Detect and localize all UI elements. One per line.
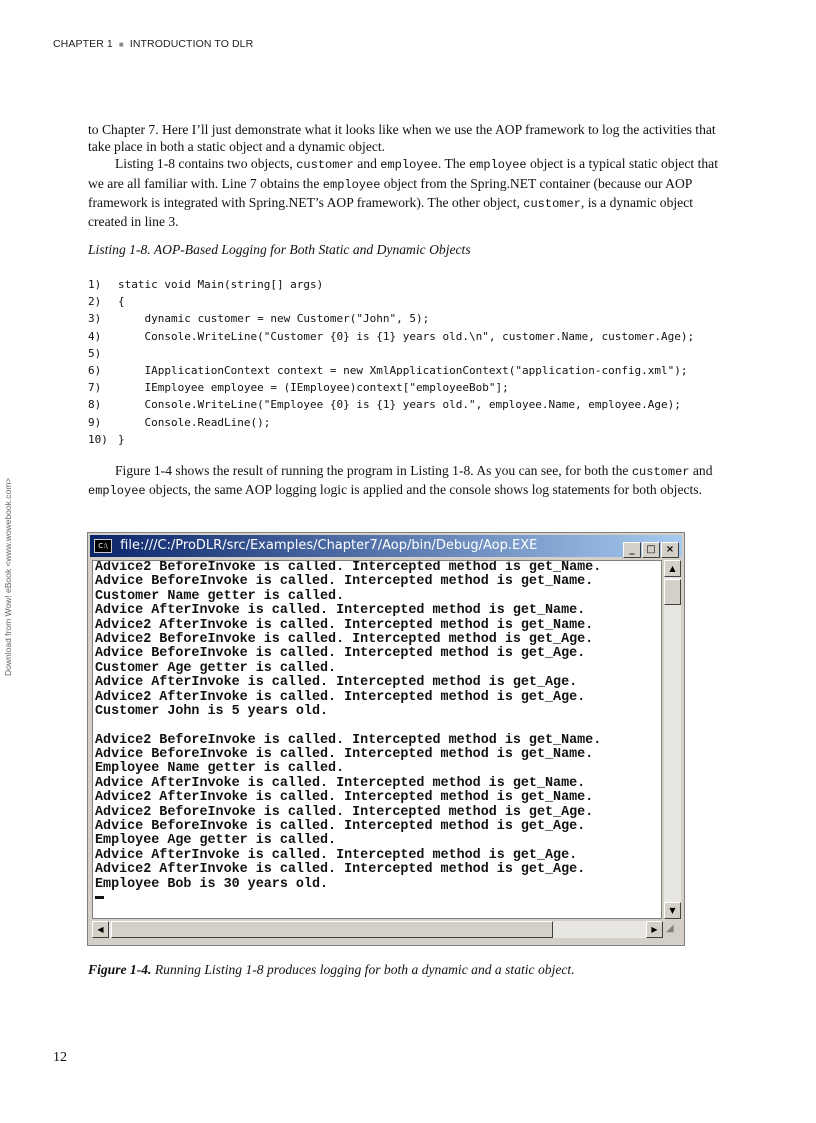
console-line: Advice2 BeforeInvoke is called. Intercepted method is get_Age. [95, 804, 594, 820]
paragraph-3 [88, 462, 733, 500]
line-number: 10) [88, 432, 108, 446]
line-number: 7) [88, 381, 102, 395]
window-title: file:///C:/ProDLR/src/Examples/Chapter7/Aop/bin/Debug/Aop.EXE [120, 538, 538, 553]
code-line [88, 276, 694, 293]
code-line [88, 431, 694, 448]
text-run: object from the Spring.NET container (because our AOP framework is integrated with Spring.NET’s AOP framework). The other object, [88, 175, 692, 210]
horizontal-scroll-thumb[interactable] [111, 921, 553, 938]
console-line: Customer John is 5 years old. [95, 703, 329, 719]
close-button[interactable]: × [661, 542, 679, 558]
console-line: Advice2 AfterInvoke is called. Intercepted method is get_Name. [95, 617, 594, 633]
console-line: Advice2 BeforeInvoke is called. Intercepted method is get_Name. [95, 732, 602, 748]
line-number: 3) [88, 312, 102, 326]
console-line: Employee Name getter is called. [95, 761, 345, 777]
console-line: Employee Age getter is called. [95, 833, 337, 849]
code-text: Console.WriteLine("Employee {0} is {1} years old.", employee.Name, employee.Age); [118, 398, 681, 412]
text-run: and [689, 463, 713, 478]
console-line: Advice AfterInvoke is called. Intercepted method is get_Age. [95, 847, 578, 863]
line-number: 1) [88, 278, 102, 291]
running-header [53, 38, 253, 50]
code-line [88, 362, 694, 379]
vertical-scrollbar[interactable] [664, 560, 681, 919]
horizontal-scrollbar[interactable] [92, 921, 663, 938]
code-line [88, 345, 694, 362]
inline-code: customer [523, 196, 581, 211]
chapter-title: INTRODUCTION TO DLR [129, 38, 254, 50]
code-line [88, 328, 694, 345]
code-line [88, 310, 694, 327]
code-line [88, 293, 694, 310]
line-number: 6) [88, 363, 102, 377]
console-cursor-line [93, 892, 661, 906]
console-line [93, 719, 661, 733]
inline-code: customer [296, 158, 354, 173]
code-text: } [118, 432, 125, 446]
maximize-button[interactable]: □ [642, 542, 660, 558]
page-number: 12 [53, 1050, 67, 1065]
inline-code: employee [88, 484, 146, 499]
line-number: 2) [88, 295, 102, 309]
text-run: Listing 1-8 contains two objects, [115, 156, 297, 172]
text-run: objects, the same AOP logging logic is applied and the console shows log statements for both objects. [145, 482, 702, 498]
chapter-label: CHAPTER 1 [53, 38, 113, 50]
minimize-button[interactable]: _ [623, 542, 641, 558]
line-number: 8) [88, 398, 102, 412]
code-line [88, 396, 694, 413]
console-line: Advice BeforeInvoke is called. Intercepted method is get_Name. [95, 747, 594, 763]
console-line: Advice BeforeInvoke is called. Intercepted method is get_Name. [95, 574, 594, 590]
scroll-down-arrow-icon[interactable]: ▼ [664, 902, 681, 919]
line-number: 4) [88, 329, 102, 343]
console-line: Customer Age getter is called. [95, 660, 337, 676]
console-line: Advice2 AfterInvoke is called. Intercepted method is get_Name. [95, 790, 594, 806]
console-line: Advice2 AfterInvoke is called. Intercepted method is get_Age. [95, 862, 586, 878]
console-icon: C:\ [94, 539, 112, 553]
code-text: dynamic customer = new Customer("John", 5); [118, 312, 430, 326]
console-window [87, 532, 685, 946]
console-line: Advice2 BeforeInvoke is called. Intercepted method is get_Age. [95, 631, 594, 647]
scroll-up-arrow-icon[interactable]: ▲ [664, 560, 681, 577]
text-cursor [95, 896, 104, 899]
code-text: static void Main(string[] args) [118, 278, 324, 291]
console-line: Advice AfterInvoke is called. Intercepted method is get_Name. [95, 603, 586, 619]
code-line [88, 379, 694, 396]
vertical-scroll-thumb[interactable] [664, 579, 681, 605]
console-line: Customer Name getter is called. [95, 588, 345, 604]
code-line [88, 414, 694, 431]
code-text: { [118, 295, 125, 309]
console-line: Employee Bob is 30 years old. [95, 876, 329, 892]
resize-grip-icon[interactable]: ◢ [666, 923, 674, 934]
header-separator: ■ [118, 40, 124, 49]
side-watermark: Download from Wow! eBook <www.wowebook.com> [3, 477, 13, 676]
window-controls [622, 538, 679, 560]
text-run: and [353, 156, 381, 172]
code-text: IApplicationContext context = new XmlApplicationContext("application-config.xml"); [118, 363, 688, 377]
text-run: , is a dynamic object created in line 3. [88, 194, 694, 230]
figure-caption [88, 962, 575, 978]
console-line: Advice AfterInvoke is called. Intercepted method is get_Age. [95, 675, 578, 691]
code-text: Console.ReadLine(); [118, 415, 271, 429]
console-line: Advice BeforeInvoke is called. Intercepted method is get_Age. [95, 819, 586, 835]
code-text: IEmployee employee = (IEmployee)context["employeeBob"]; [118, 381, 509, 395]
figure-label: Figure 1-4. [88, 962, 152, 977]
figure-caption-text: Running Listing 1-8 produces logging for both a dynamic and a static object. [151, 962, 575, 977]
line-number: 5) [88, 346, 102, 360]
code-text: Console.WriteLine("Customer {0} is {1} years old.\n", customer.Name, customer.Age); [118, 329, 695, 343]
text-run: object is a typical static object that we are all familiar with. Line 7 obtains the [88, 156, 718, 191]
listing-caption: Listing 1-8. AOP-Based Logging for Both Static and Dynamic Objects [88, 242, 471, 257]
inline-code: employee [322, 177, 381, 192]
paragraph-2 [88, 155, 733, 230]
window-titlebar[interactable] [90, 535, 682, 557]
console-line: Advice BeforeInvoke is called. Intercepted method is get_Age. [95, 646, 586, 662]
text-run: . The [437, 156, 469, 172]
paragraph-1 [88, 121, 733, 230]
paragraph-1-text: to Chapter 7. Here I’ll just demonstrate what it looks like when we use the AOP framework to log the activities that take place in both a static object and a dynamic object. [88, 122, 716, 155]
code-listing [88, 276, 694, 448]
console-line: Advice2 BeforeInvoke is called. Intercepted method is get_Name. [95, 560, 602, 575]
inline-code: customer [631, 465, 690, 479]
console-line: Advice2 AfterInvoke is called. Intercepted method is get_Age. [95, 689, 586, 705]
inline-code: employee [468, 158, 527, 173]
line-number: 9) [88, 415, 102, 429]
console-line: Advice AfterInvoke is called. Intercepted method is get_Name. [95, 775, 586, 791]
inline-code: employee [380, 158, 438, 173]
console-output[interactable] [92, 560, 662, 919]
scroll-right-arrow-icon[interactable]: ▶ [646, 921, 663, 938]
scroll-left-arrow-icon[interactable]: ◀ [92, 921, 109, 938]
text-run: Figure 1-4 shows the result of running the program in Listing 1-8. As you can see, for both the [115, 463, 632, 478]
